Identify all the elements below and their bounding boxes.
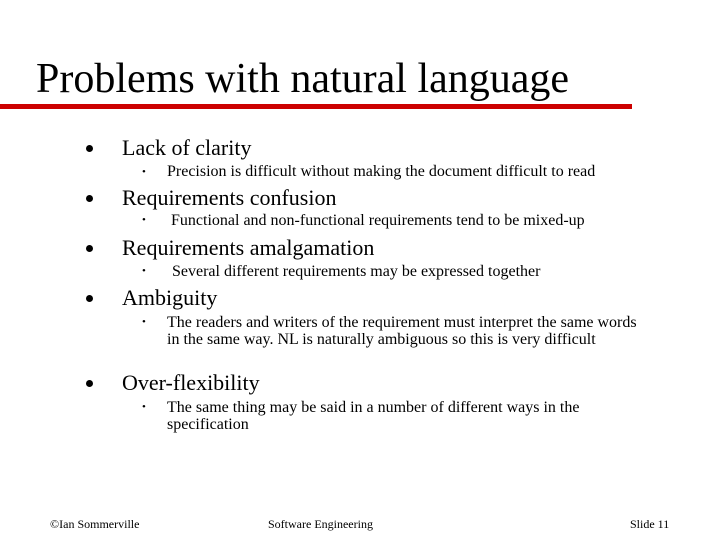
bullet-label: Requirements confusion	[122, 185, 337, 210]
bullet-label: Requirements amalgamation	[122, 235, 375, 260]
sub-bullet-text: The same thing may be said in a number of different ways in the specification	[167, 399, 580, 433]
sub-bullet-text: Functional and non-functional requirements tend to be mixed-up	[171, 212, 585, 229]
sub-bullet-dot-icon: •	[142, 265, 146, 277]
footer-author: ©Ian Sommerville	[50, 517, 140, 531]
bullet-label: Ambiguity	[122, 285, 218, 310]
bullet-dot-icon	[86, 145, 93, 152]
bullet-dot-icon	[86, 295, 93, 302]
sub-bullet-dot-icon: •	[142, 316, 146, 328]
title-underline	[0, 104, 632, 109]
bullet-label: Lack of clarity	[122, 135, 252, 160]
bullet-dot-icon	[86, 195, 93, 202]
sub-bullet-text: Precision is difficult without making the document difficult to read	[167, 163, 596, 180]
bullet-dot-icon	[86, 245, 93, 252]
sub-bullet-text: The readers and writers of the requirement must interpret the same words in the same way. NL is naturally ambiguous so this is very difficult	[167, 314, 637, 348]
bullet-dot-icon	[86, 380, 93, 387]
footer-slide-number: Slide 11	[630, 517, 670, 531]
slide-title: Problems with natural language	[36, 56, 570, 102]
sub-bullet-dot-icon: •	[142, 166, 146, 178]
sub-bullet-text: Several different requirements may be expressed together	[172, 263, 541, 280]
bullet-label: Over-flexibility	[122, 370, 260, 395]
footer-course: Software Engineering	[268, 517, 373, 531]
sub-bullet-dot-icon: •	[142, 401, 146, 413]
sub-bullet-dot-icon: •	[142, 214, 146, 226]
